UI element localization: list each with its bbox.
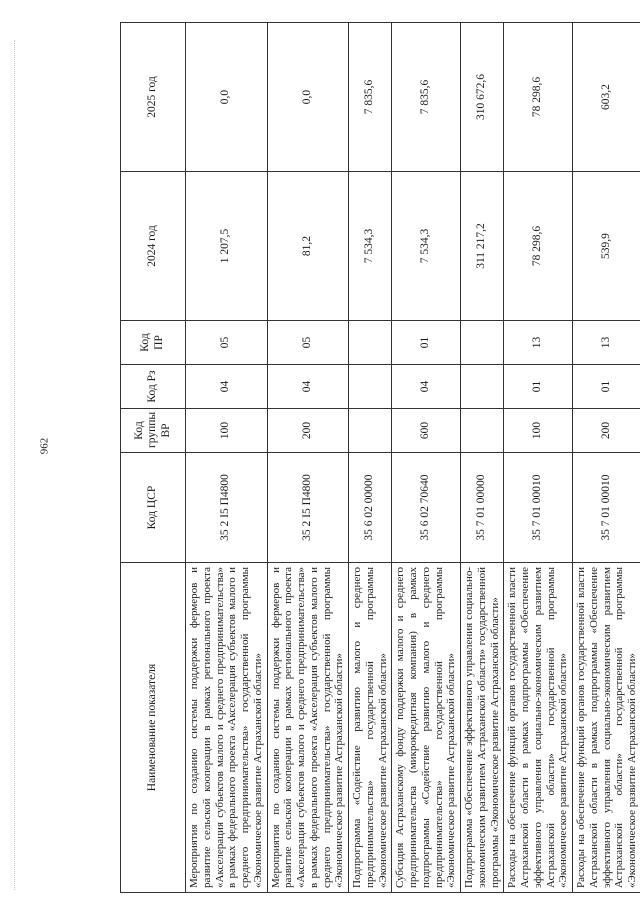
- row-pr: [349, 321, 392, 365]
- row-rz: [461, 365, 504, 409]
- row-csr: 35 2 I5 П4800: [186, 453, 268, 563]
- row-csr: 35 6 02 00000: [349, 453, 392, 563]
- row-rz: 04: [392, 365, 461, 409]
- row-pr: [461, 321, 504, 365]
- row-2024: 7 534,3: [349, 172, 392, 321]
- row-2025: 603,2: [573, 23, 640, 172]
- row-vr: 100: [504, 409, 573, 453]
- header-name: Наименование показателя: [121, 563, 186, 893]
- row-csr: 35 7 01 00010: [573, 453, 640, 563]
- row-vr: [349, 409, 392, 453]
- row-vr: 200: [573, 409, 640, 453]
- table-row: [504, 23, 573, 893]
- row-pr: 01: [392, 321, 461, 365]
- row-2024: 7 534,3: [392, 172, 461, 321]
- table-row: [349, 23, 392, 893]
- row-vr: 100: [186, 409, 268, 453]
- row-vr: 600: [392, 409, 461, 453]
- header-row: [121, 23, 186, 893]
- table-row: [267, 23, 349, 893]
- table-row: [186, 23, 268, 893]
- row-csr: 35 6 02 70640: [392, 453, 461, 563]
- header-csr: Код ЦСР: [121, 453, 186, 563]
- row-2024: 311 217,2: [461, 172, 504, 321]
- row-name: Мероприятия по созданию системы поддержки фермеров и развитие сельской кооперации в рамках регионального проекта «Акселерация субъектов малого и среднего предпринимательства» в рамках федерального проекта «Акселерация субъектов малого и среднего предпринимательства» государственной программы «Экономическое развитие Астраханской области»: [267, 563, 349, 893]
- row-vr: 200: [267, 409, 349, 453]
- row-pr: 05: [186, 321, 268, 365]
- row-2025: 0,0: [186, 23, 268, 172]
- row-rz: 04: [267, 365, 349, 409]
- row-name: Субсидия Астраханскому фонду поддержки малого и среднего предпринимательства (микрокредитная компания) в рамках подпрограммы «Содействие развитию малого и среднего предпринимательства» государственной программы «Экономическое развитие Астраханской области»: [392, 563, 461, 893]
- row-pr: 13: [504, 321, 573, 365]
- row-name: Мероприятия по созданию системы поддержки фермеров и развитие сельской кооперации в рамках регионального проекта «Акселерация субъектов малого и среднего предпринимательства» в рамках федерального проекта «Акселерация субъектов малого и среднего предпринимательства» государственной программы «Экономическое развитие Астраханской области»: [186, 563, 268, 893]
- page-number: 962: [38, 437, 51, 455]
- row-csr: 35 7 01 00010: [504, 453, 573, 563]
- row-2024: 1 207,5: [186, 172, 268, 321]
- row-csr: 35 2 I5 П4800: [267, 453, 349, 563]
- row-pr: 13: [573, 321, 640, 365]
- row-rz: 01: [504, 365, 573, 409]
- row-2024: 81,2: [267, 172, 349, 321]
- table-row: [573, 23, 640, 893]
- row-vr: [461, 409, 504, 453]
- row-2025: 7 835,6: [392, 23, 461, 172]
- header-rz: Код Рз: [121, 365, 186, 409]
- row-csr: 35 7 01 00000: [461, 453, 504, 563]
- rotated-table-wrapper: [120, 23, 638, 893]
- table-row: [392, 23, 461, 893]
- row-2025: 78 298,6: [504, 23, 573, 172]
- row-pr: 05: [267, 321, 349, 365]
- row-rz: [349, 365, 392, 409]
- margin-rule: [14, 40, 15, 890]
- row-rz: 04: [186, 365, 268, 409]
- table-header: [121, 23, 186, 893]
- row-name: Расходы на обеспечение функций органов государственной власти Астраханской области в рамках подпрограммы «Обеспечение эффективного управления социально-экономическим развитием Астраханской области» государственной программы «Экономическое развитие Астраханской области»: [504, 563, 573, 893]
- row-name: Подпрограмма «Обеспечение эффективного управления социально-экономическим развитием Астраханской области» государственной программы «Экономическое развитие Астраханской области»: [461, 563, 504, 893]
- row-2025: 7 835,6: [349, 23, 392, 172]
- budget-table: [120, 22, 640, 893]
- row-2025: 310 672,6: [461, 23, 504, 172]
- header-vr: Код группы ВР: [121, 409, 186, 453]
- table-body: [186, 23, 640, 893]
- table-row: [461, 23, 504, 893]
- row-2024: 539,9: [573, 172, 640, 321]
- row-2024: 78 298,6: [504, 172, 573, 321]
- row-rz: 01: [573, 365, 640, 409]
- row-name: Расходы на обеспечение функций органов государственной власти Астраханской области в рамках подпрограммы «Обеспечение эффективного управления социально-экономическим развитием Астраханской области» государственной программы «Экономическое развитие Астраханской области»: [573, 563, 640, 893]
- row-2025: 0,0: [267, 23, 349, 172]
- row-name: Подпрограмма «Содействие развитию малого и среднего предпринимательства» государственной программы «Экономическое развитие Астраханской области»: [349, 563, 392, 893]
- header-pr: Код ПР: [121, 321, 186, 365]
- header-2025: 2025 год: [121, 23, 186, 172]
- header-2024: 2024 год: [121, 172, 186, 321]
